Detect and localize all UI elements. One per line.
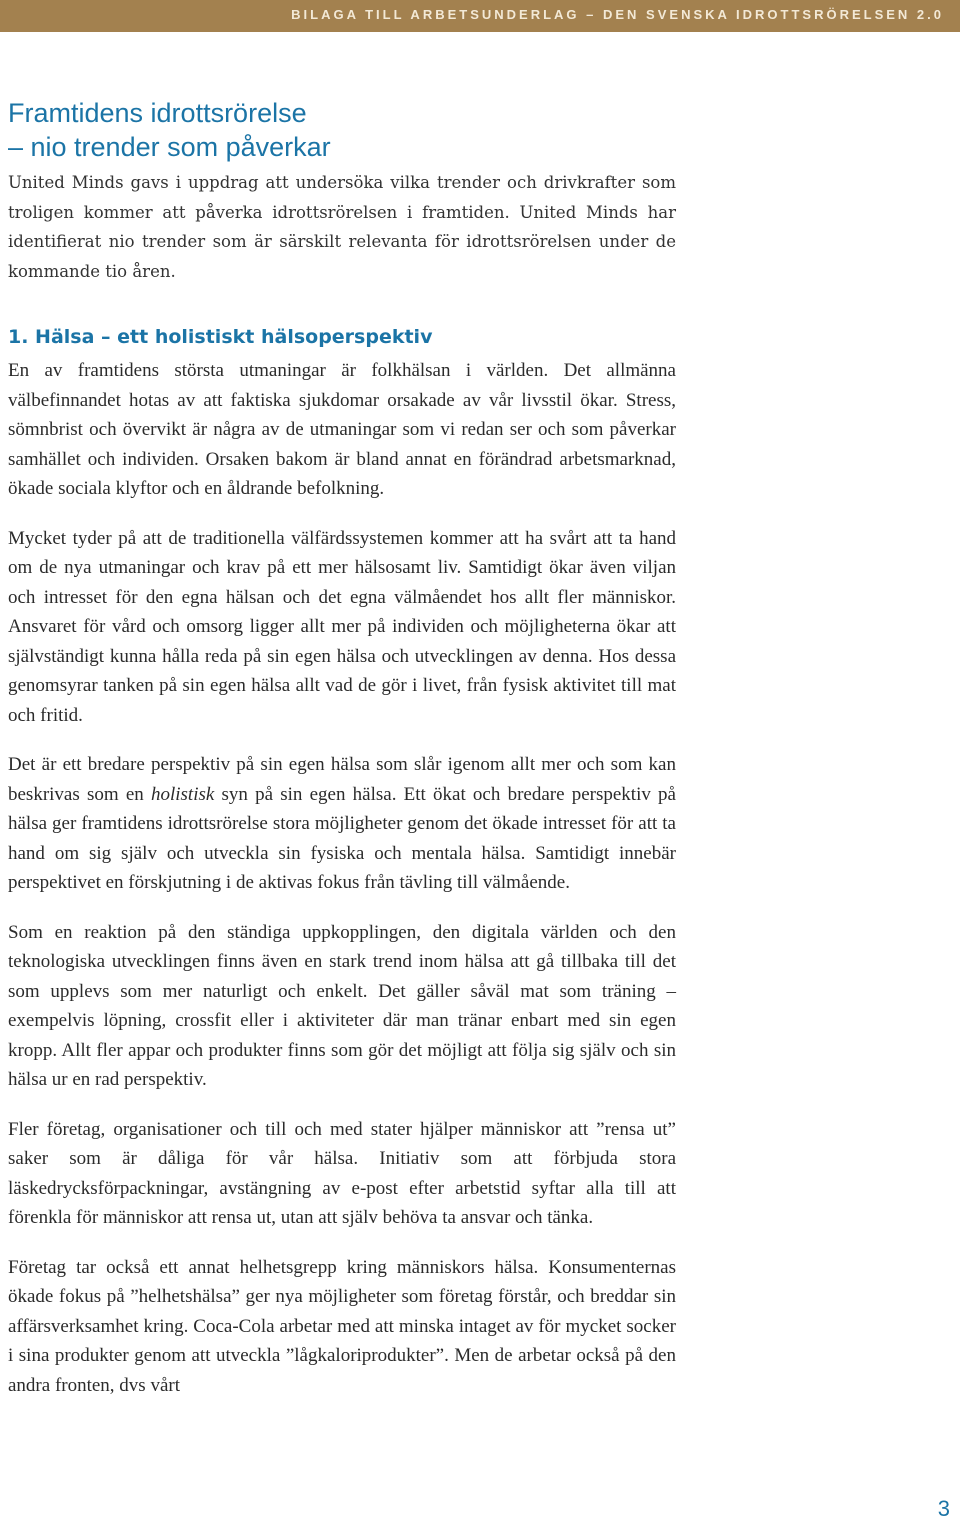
paragraph-2: Mycket tyder på att de traditionella välfärdssystemen kommer att ha svårt att ta hand om de nya utmaningar och krav på ett mer hälsosamt liv. Samtidigt ökar även viljan och intresset för den egna hälsan och det egna välmåendet hos allt fler människor. Ansvaret för vård och omsorg ligger allt mer på individen och möjligheterna ökar att självständigt kunna hålla reda på sin egen hälsa och utvecklingen av denna. Hos dessa genomsyrar tanken på sin egen hälsa allt vad de gör i livet, från fysisk aktivitet till mat och fritid. xyxy=(8,527,676,726)
page-number: 3 xyxy=(937,1496,950,1521)
paragraph-5: Fler företag, organisationer och till och med stater hjälper människor att ”rensa ut” saker som är dåliga för vår hälsa. Initiativ som att förbjuda stora läskedrycksförpackningar, avstängning av e-post efter arbetstid syftar alla till att förenkla för människor att rensa ut, utan att själv behöva ta ansvar och tänka. xyxy=(8,1118,676,1228)
paragraph-4: Som en reaktion på den ständiga uppkopplingen, den digitala världen och den teknologiska utvecklingen finns även en stark trend inom hälsa att gå tillbaka till det som upplevs som mer naturligt och enkelt. Det gäller såväl mat som träning – exempelvis löpning, crossfit eller i aktiviteter där man tränar enbart med sin egen kropp. Allt fler appar och produkter finns som gör det möjligt att följa sig själv och sin hälsa ur en rad perspektiv. xyxy=(8,921,676,1090)
paragraph-3-start: Det är ett bredare perspektiv på sin egen hälsa som slår igenom allt mer och som kan beskrivas som en xyxy=(8,754,676,805)
document-title xyxy=(8,96,676,164)
paragraph-3-end: syn på sin egen hälsa. Ett ökat och bredare perspektiv på hälsa ger framtidens idrottsrörelse stora möjligheter genom det ökade intresset för att ta hand om sig själv och utveckla sin fysiska och mentala hälsa. Samtidigt innebär perspektivet en förskjutning i de aktivas fokus från tävling till välmående. xyxy=(8,783,676,893)
intro-paragraph: United Minds gavs i uppdrag att undersöka vilka trender och drivkrafter som troligen kommer att påverka idrottsrörelsen i framtiden. United Minds har identifierat nio trender som är särskilt relevanta för idrottsrörelsen under de kommande tio åren. xyxy=(8,173,676,281)
paragraph-3 xyxy=(8,750,676,898)
paragraph-1: En av framtidens största utmaningar är folkhälsan i världen. Det allmänna välbefinnandet hotas av att faktiska sjukdomar orsakade av vår livsstil ökar. Stress, sömnbrist och övervikt är några av de utmaningar som vi redan ser och som påverkar samhället och individen. Orsaken bakom är bland annat en förändrad arbetsmarknad, ökade sociala klyftor och en åldrande befolkning. xyxy=(8,360,676,499)
title-line-1: Framtidens idrottsrörelse xyxy=(8,98,307,128)
section-heading: 1. Hälsa – ett holistiskt hälsoperspektiv xyxy=(8,326,433,348)
header-banner xyxy=(0,0,960,32)
page-content xyxy=(8,96,676,1400)
title-line-2: – nio trender som påverkar xyxy=(8,132,331,162)
paragraph-6: Företag tar också ett annat helhetsgrepp kring människors hälsa. Konsumenternas ökade fokus på ”helhetshälsa” ger nya möjligheter som företag förstår, och breddar sin affärsverksamhet kring. Coca-Cola arbetar med att minska intaget av för mycket socker i sina produkter genom att utveckla ”lågkaloriprodukter”. Men de arbetar också på den andra fronten, dvs vårt xyxy=(8,1256,676,1396)
emphasis-holistisk: holistisk xyxy=(150,783,215,805)
banner-text: BILAGA TILL ARBETSUNDERLAG – DEN SVENSKA IDROTTSRÖRELSEN 2.0 xyxy=(291,7,944,22)
